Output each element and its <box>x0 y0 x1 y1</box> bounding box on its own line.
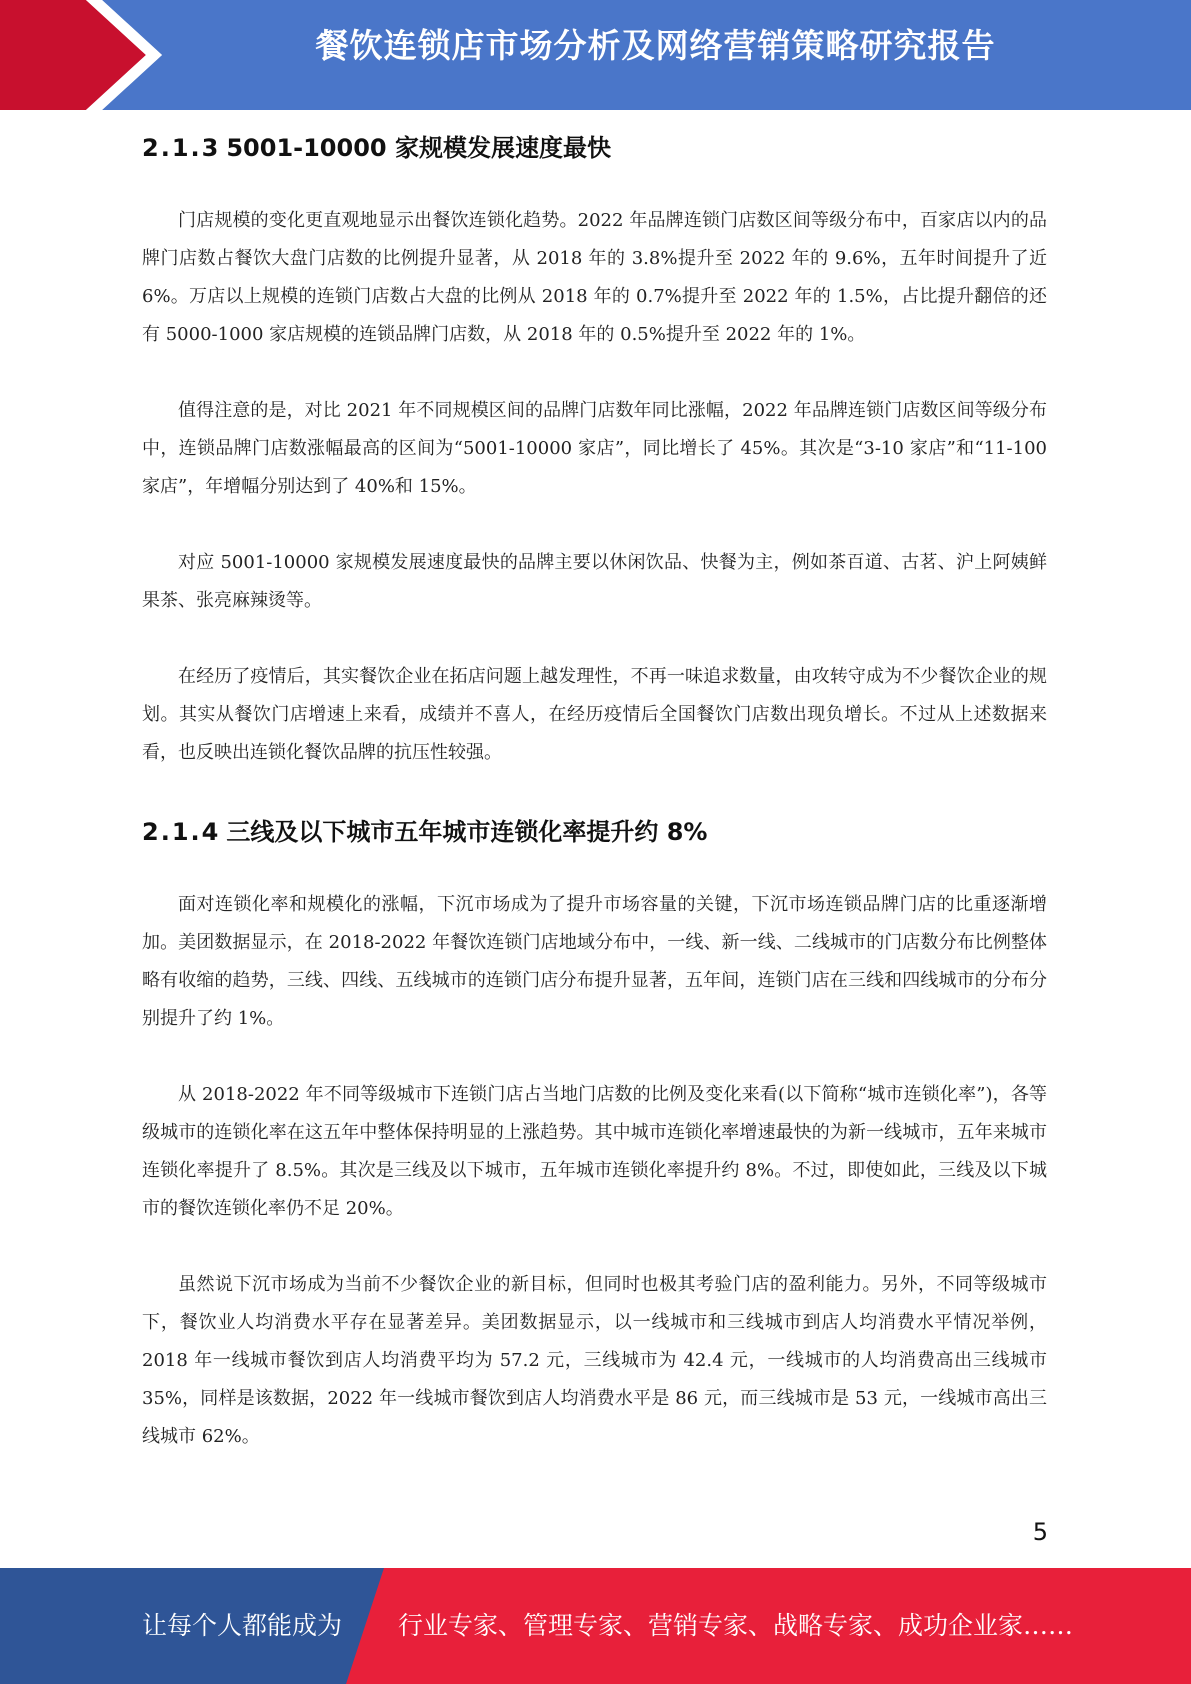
section-number: 2.1.4 <box>142 818 221 846</box>
paragraph: 在经历了疫情后，其实餐饮企业在拓店问题上越发理性，不再一味追求数量，由攻转守成为不少餐饮企业的规划。其实从餐饮门店增速上来看，成绩并不喜人，在经历疫情后全国餐饮门店数出现负增长。不过从上述数据来看，也反映出连锁化餐饮品牌的抗压性较强。 <box>142 666 1047 763</box>
footer-slogan-right: 行业专家、管理专家、营销专家、战略专家、成功企业家…… <box>398 1611 1074 1640</box>
paragraph: 门店规模的变化更直观地显示出餐饮连锁化趋势。2022 年品牌连锁门店数区间等级分布中，百家店以内的品牌门店数占餐饮大盘门店数的比例提升显著，从 2018 年的 3.8%提升至 2022 年的 9.6%，五年时间提升了近 6%。万店以上规模的连锁门店数占大盘的比例从 2018 年的 0.7%提升至 2022 年的 1.5%，占比提升翻倍的还有 5000-1000 家店规模的连锁品牌门店数，从 2018 年的 0.5%提升至 2022 年的 1%。 <box>142 210 1047 345</box>
paragraph: 值得注意的是，对比 2021 年不同规模区间的品牌门店数年同比涨幅，2022 年品牌连锁门店数区间等级分布中，连锁品牌门店数涨幅最高的区间为“5001-10000 家店”，同比增长了 45%。其次是“3-10 家店”和“11-100 家店”，年增幅分别达到了 40%和 15%。 <box>142 400 1047 497</box>
paragraph: 虽然说下沉市场成为当前不少餐饮企业的新目标，但同时也极其考验门店的盈利能力。另外，不同等级城市下，餐饮业人均消费水平存在显著差异。美团数据显示，以一线城市和三线城市到店人均消费水平情况举例，2018 年一线城市餐饮到店人均消费平均为 57.2 元，三线城市为 42.4 元，一线城市的人均消费高出三线城市 35%，同样是该数据，2022 年一线城市餐饮到店人均消费水平是 86 元，而三线城市是 53 元，一线城市高出三线城市 62%。 <box>142 1274 1047 1447</box>
section-number: 2.1.3 <box>142 134 221 162</box>
paragraph: 面对连锁化率和规模化的涨幅，下沉市场成为了提升市场容量的关键，下沉市场连锁品牌门店的比重逐渐增加。美团数据显示，在 2018-2022 年餐饮连锁门店地域分布中，一线、新一线、二线城市的门店数分布比例整体略有收缩的趋势，三线、四线、五线城市的连锁门店分布提升显著，五年间，连锁门店在三线和四线城市的分布分别提升了约 1%。 <box>142 894 1047 1029</box>
page-number: 5 <box>1032 1518 1048 1546</box>
section-heading-2-1-3 <box>142 128 1047 168</box>
footer-slogan-left: 让每个人都能成为 <box>142 1611 343 1640</box>
section-title: 5001-10000 家规模发展速度最快 <box>226 134 611 162</box>
page-header <box>0 0 1191 110</box>
section-heading-2-1-4 <box>142 812 1047 852</box>
section-title: 三线及以下城市五年城市连锁化率提升约 8% <box>226 818 708 846</box>
main-content <box>142 128 1047 1456</box>
paragraph: 从 2018-2022 年不同等级城市下连锁门店占当地门店数的比例及变化来看(以下简称“城市连锁化率”)，各等级城市的连锁化率在这五年中整体保持明显的上涨趋势。其中城市连锁化率增速最快的为新一线城市，五年来城市连锁化率提升了 8.5%。其次是三线及以下城市，五年城市连锁化率提升约 8%。不过，即使如此，三线及以下城市的餐饮连锁化率仍不足 20%。 <box>142 1084 1047 1219</box>
page-footer <box>0 1568 1191 1684</box>
header-title: 餐饮连锁店市场分析及网络营销策略研究报告 <box>315 26 996 65</box>
paragraph: 对应 5001-10000 家规模发展速度最快的品牌主要以休闲饮品、快餐为主，例如茶百道、古茗、沪上阿姨鲜果茶、张亮麻辣烫等。 <box>142 552 1047 611</box>
